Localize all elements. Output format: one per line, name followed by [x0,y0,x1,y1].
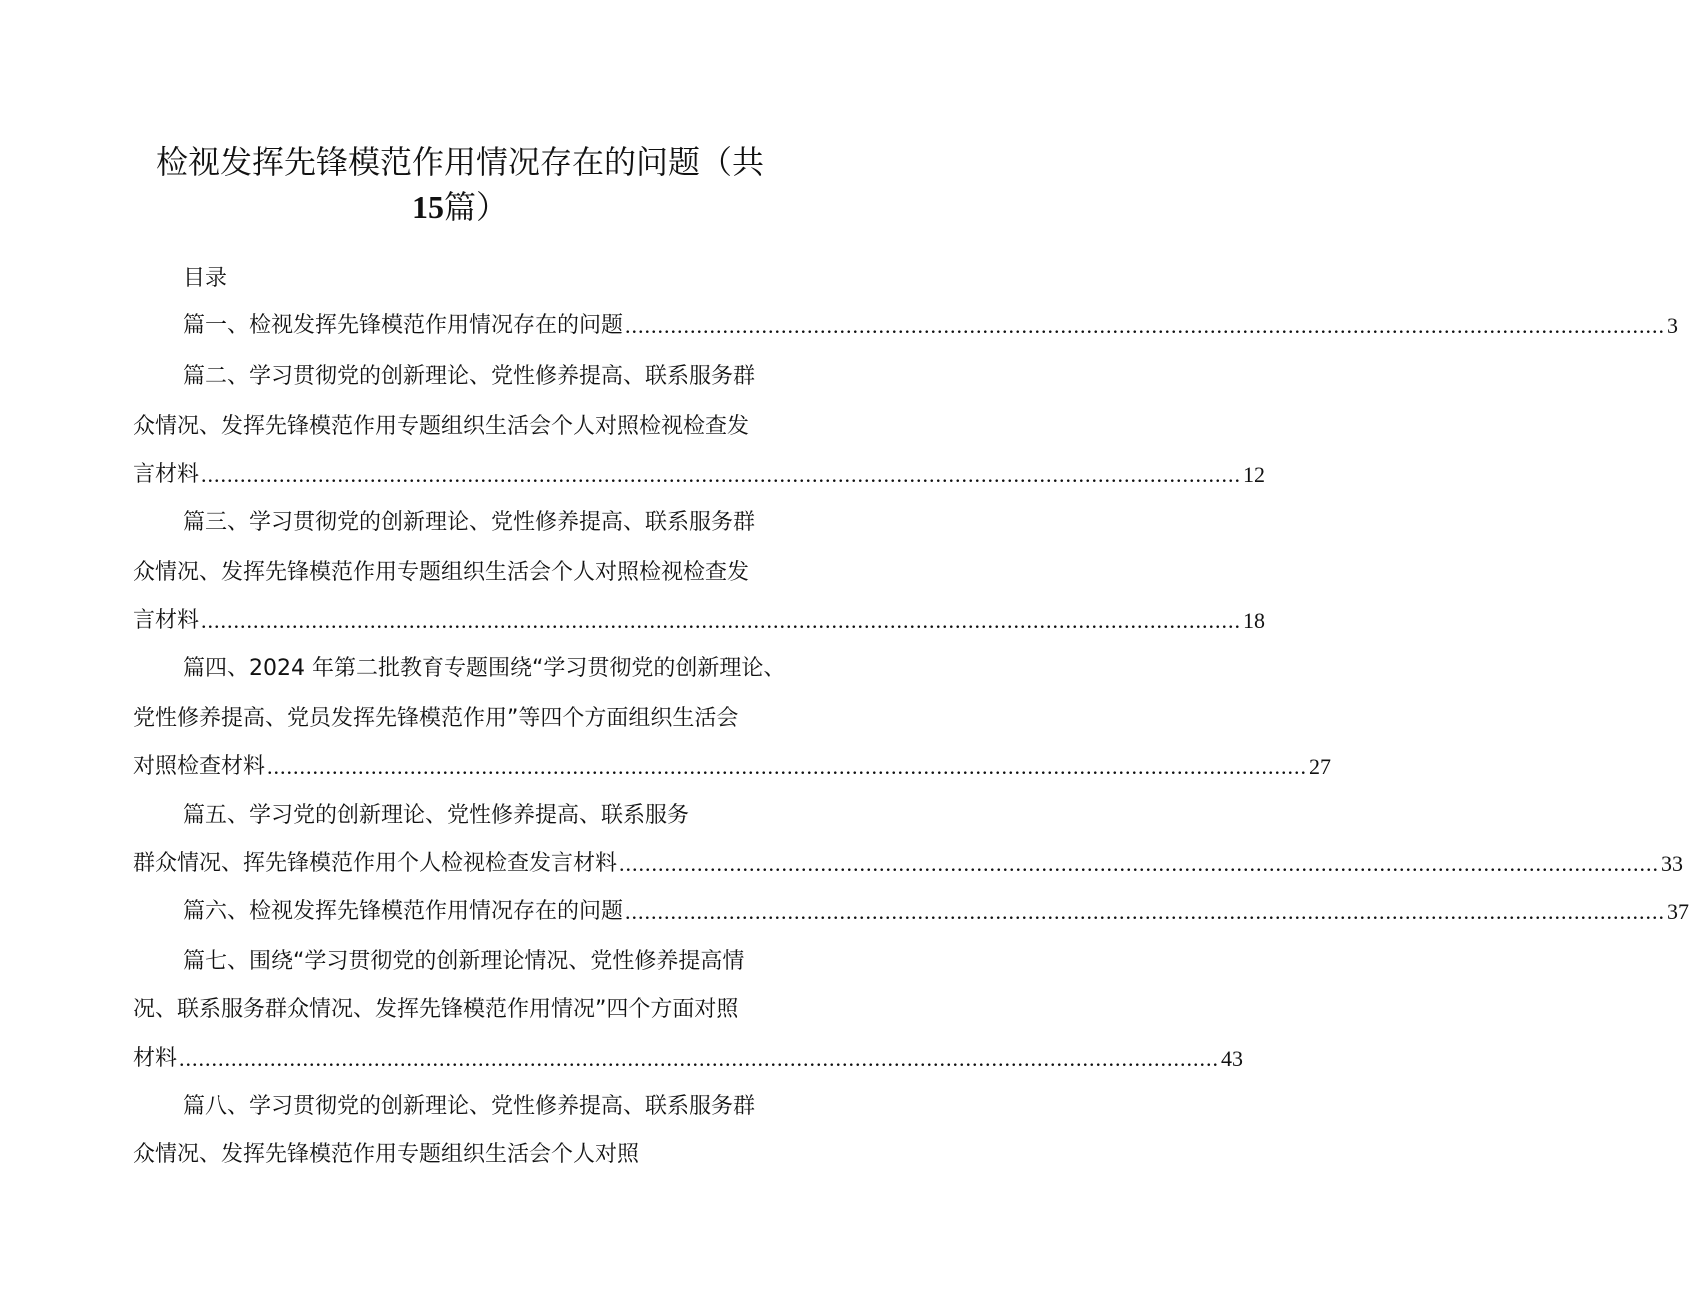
toc-entry-4-line-3[interactable] [133,752,1332,782]
toc-page-number: 37 [1667,899,1689,924]
title-count: 15 [411,189,444,225]
toc-heading: 目录 [183,266,228,291]
toc-entry-7-text: 材料 [133,1046,178,1071]
toc-page-number: 18 [1243,608,1266,633]
toc-entry-2-text: 言材料 [133,462,200,487]
toc-leader: ................................................................................................................................................................ [625,899,1666,924]
title-line-1: 检视发挥先锋模范作用情况存在的问题（共 [155,143,764,181]
toc-page-number: 33 [1661,851,1684,876]
toc-leader: ................................................................................................................................................................ [625,313,1666,338]
toc-entry-2-line-1[interactable]: 篇二、学习贯彻党的创新理论、党性修养提高、联系服务群 [183,364,756,389]
toc-entry-5-line-2[interactable] [133,849,1684,879]
toc-leader: ................................................................................................................................................................ [201,608,1242,633]
toc-entry-1[interactable] [183,311,1679,341]
toc-page-number: 3 [1667,313,1679,338]
toc-page-number: 12 [1243,462,1266,487]
toc-entry-1-text: 篇一、检视发挥先锋模范作用情况存在的问题 [183,313,624,338]
toc-entry-8-line-1[interactable]: 篇八、学习贯彻党的创新理论、党性修养提高、联系服务群 [183,1094,756,1119]
toc-entry-3-line-2[interactable]: 众情况、发挥先锋模范作用专题组织生活会个人对照检视检查发 [133,560,750,585]
toc-entry-3-text: 言材料 [133,608,200,633]
toc-entry-8-line-2[interactable]: 众情况、发挥先锋模范作用专题组织生活会个人对照 [133,1142,640,1167]
toc-entry-4-line-1[interactable]: 篇四、2024 年第二批教育专题围绕“学习贯彻党的创新理论、 [183,656,786,681]
title-line-2 [120,185,800,230]
toc-page-number: 27 [1309,754,1332,779]
toc-leader: ................................................................................................................................................................ [179,1046,1220,1071]
toc-leader: ................................................................................................................................................................ [619,851,1660,876]
toc-page-number: 43 [1221,1046,1244,1071]
toc-entry-6[interactable] [183,897,1689,927]
toc-entry-5-line-1[interactable]: 篇五、学习党的创新理论、党性修养提高、联系服务 [183,803,690,828]
title-suffix: 篇） [443,188,508,226]
toc-leader: ................................................................................................................................................................ [201,462,1242,487]
toc-entry-7-line-1[interactable]: 篇七、围绕“学习贯彻党的创新理论情况、党性修养提高情 [183,949,745,974]
toc-entry-7-line-3[interactable] [133,1044,1244,1074]
toc-entry-4-line-2[interactable]: 党性修养提高、党员发挥先锋模范作用”等四个方面组织生活会 [133,706,739,731]
toc-leader: ................................................................................................................................................................ [267,754,1308,779]
toc-entry-3-line-1[interactable]: 篇三、学习贯彻党的创新理论、党性修养提高、联系服务群 [183,510,756,535]
toc-entry-2-line-2[interactable]: 众情况、发挥先锋模范作用专题组织生活会个人对照检视检查发 [133,414,750,439]
document-title [120,140,800,230]
toc-entry-2-line-3[interactable] [133,460,1266,490]
toc-entry-5-text: 群众情况、挥先锋模范作用个人检视检查发言材料 [133,851,618,876]
toc-entry-4-text: 对照检查材料 [133,754,266,779]
toc-entry-3-line-3[interactable] [133,606,1266,636]
toc-entry-7-line-2[interactable]: 况、联系服务群众情况、发挥先锋模范作用情况”四个方面对照 [133,997,739,1022]
toc-entry-6-text: 篇六、检视发挥先锋模范作用情况存在的问题 [183,899,624,924]
